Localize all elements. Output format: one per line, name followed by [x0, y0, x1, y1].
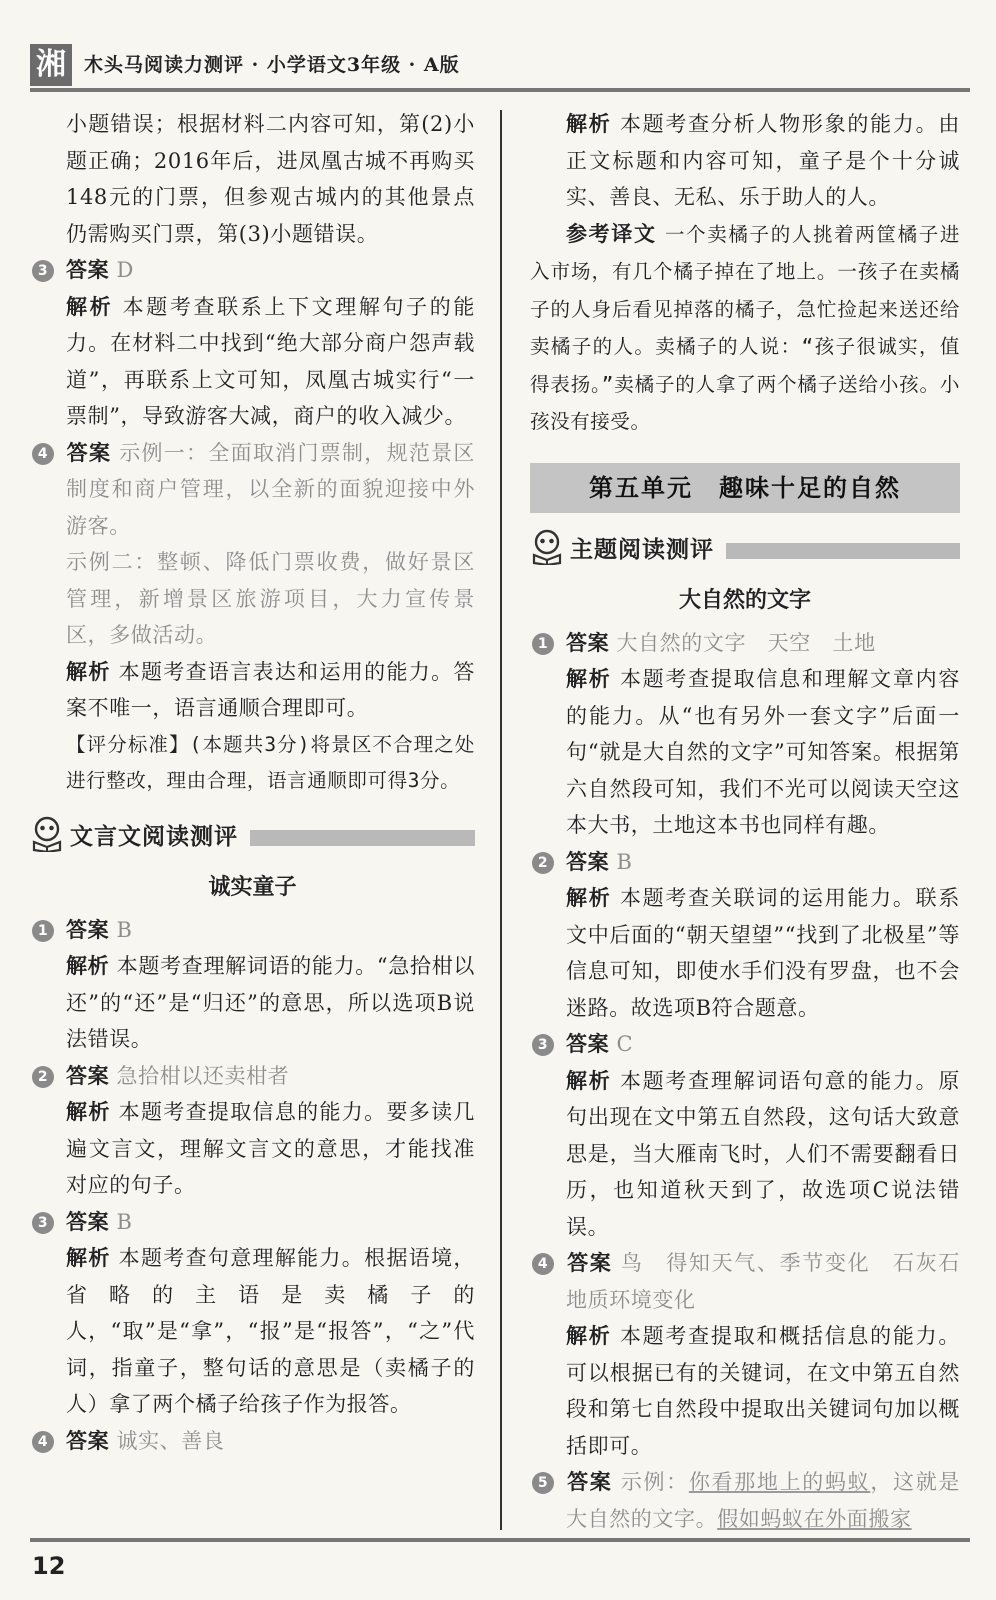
- reading-owl-icon: [30, 816, 64, 852]
- answer-value: B: [116, 917, 133, 942]
- q3-number: 3: [32, 260, 54, 282]
- analysis-text: 本题考查关联词的运用能力。联系文中后面的“朝天望望”“找到了北极星”等信息可知，即使水手们没有罗盘，也不会迷路。故选项B符合题意。: [566, 886, 961, 1020]
- answer-underlined-1: 你看那地上的蚂蚁: [688, 1470, 871, 1494]
- section-bar: [250, 830, 475, 846]
- analysis-text: 本题考查提取信息和理解文章内容的能力。从“也有另外一套文字”后面一句“就是大自然的文字”可知答案。根据第六自然段可知，我们不光可以阅读天空这本大书，土地这本书也同样有趣。: [566, 667, 961, 837]
- r5-answer: [530, 1464, 960, 1537]
- analysis-label: 解析: [566, 667, 612, 691]
- answer-value: 大自然的文字 天空 土地: [616, 630, 876, 655]
- right-q1-answer: [530, 625, 960, 662]
- analysis-label: 解析: [66, 1246, 111, 1270]
- analysis-text: 本题考查语言表达和运用的能力。答案不唯一，语言通顺合理即可。: [66, 659, 475, 720]
- footer-rule: [30, 1538, 970, 1542]
- answer-label: 答案: [66, 258, 110, 282]
- analysis-label: 解析: [66, 294, 114, 319]
- q4-answer: [30, 435, 475, 545]
- section-label: 文言文阅读测评: [70, 823, 238, 850]
- answer-label: 答案: [566, 1032, 610, 1056]
- translation-label: 参考译文: [566, 221, 657, 246]
- q3-answer: [30, 252, 475, 289]
- answer-label: 答案: [566, 1251, 613, 1275]
- question-number: 2: [532, 852, 554, 874]
- answer-prefix: 示例：: [620, 1470, 689, 1494]
- question-number: 4: [532, 1253, 554, 1275]
- right-q1-analysis: [530, 661, 960, 844]
- right-q3-answer: [530, 1026, 960, 1063]
- right-q2-answer: [530, 844, 960, 881]
- section-label: 主题阅读测评: [570, 536, 714, 563]
- answer-value: D: [116, 258, 134, 282]
- analysis-text: 本题考查分析人物形象的能力。由正文标题和内容可知，童子是个十分诚实、善良、无私、乐于助人的人。: [566, 112, 961, 209]
- section-header-theme: [530, 527, 960, 571]
- analysis-label: 解析: [66, 954, 110, 978]
- right-q4-answer: [530, 1245, 982, 1318]
- answer-value: 鸟 得知天气、季节变化 石灰石 地质环境变化: [566, 1251, 982, 1312]
- r5-number: 5: [532, 1472, 554, 1494]
- analysis-label: 解析: [66, 1100, 111, 1124]
- answer-value: 急拾柑以还卖柑者: [116, 1063, 290, 1088]
- answer-label: 答案: [66, 1209, 110, 1234]
- analysis-text: 本题考查理解词语句意的能力。原句出现在文中第五自然段，这句话大致意思是，当大雁南飞时，人们不需要翻看日历，也知道秋天到了，故选项C说法错误。: [566, 1068, 961, 1239]
- right-q4-analysis: [530, 1318, 960, 1464]
- answer-value: C: [616, 1032, 634, 1056]
- answer-underlined-2: 假如蚂蚁在外面搬家: [717, 1506, 912, 1531]
- book-title: 木头马阅读力测评 · 小学语文3年级 · A版: [84, 54, 460, 76]
- column-divider: [500, 110, 502, 1530]
- q3-analysis: [30, 289, 475, 435]
- left-item-list: [30, 912, 475, 1460]
- answer-label: 答案: [566, 849, 610, 874]
- question-number: 1: [532, 633, 554, 655]
- right-q2-analysis: [530, 880, 960, 1026]
- translation-text: 一个卖橘子的人挑着两筐橘子进入市场，有几个橘子掉在了地上。一孩子在卖橘子的人身后看见掉落的橘子，急忙捡起来送还给卖橘子的人。卖橘子的人说：“孩子很诚实，值得表扬。”卖橘子的人拿了两个橘子送给小孩。小孩没有接受。: [530, 222, 960, 433]
- right-q3-analysis: [530, 1063, 960, 1246]
- analysis-text: 本题考查句意理解能力。根据语境，省略的主语是卖橘子的人，“取”是“拿”，“报”是“报答”，“之”代词，指童子，整句话的意思是（卖橘子的人）拿了两个橘子给孩子作为报答。: [66, 1246, 475, 1416]
- reference-translation: [530, 216, 960, 441]
- section-bar: [726, 543, 960, 559]
- left-q1-analysis: [30, 948, 475, 1058]
- continued-analysis: [530, 106, 960, 216]
- analysis-text: 本题考查联系上下文理解句子的能力。在材料二中找到“绝大部分商户怨声载道”，再联系上文可知，凤凰古城实行“一票制”，导致游客大减，商户的收入减少。: [66, 294, 476, 428]
- q4-answer-example-2: 示例二：整顿、降低门票收费，做好景区管理，新增景区旅游项目，大力宣传景区，多做活动。: [66, 550, 475, 647]
- continued-text: 小题错误；根据材料二内容可知，第(2)小题正确；2016年后，进凤凰古城不再购买148元的门票，但参观古城内的其他景点仍需购买门票，第(3)小题错误。: [66, 112, 475, 246]
- answer-value: 示例一：全面取消门票制，规范景区制度和商户管理，以全新的面貌迎接中外游客。: [66, 440, 476, 538]
- q4-analysis: [30, 654, 475, 727]
- question-number: 4: [32, 1431, 54, 1453]
- analysis-text: 本题考查理解词语的能力。“急拾柑以还”的“还”是“归还”的意思，所以选项B说法错误。: [66, 954, 475, 1051]
- scoring-standard: 【评分标准】(本题共3分)将景区不合理之处进行整改，理由合理，语言通顺即可得3分。: [66, 732, 475, 792]
- question-number: 2: [32, 1066, 54, 1088]
- article-title: 大自然的文字: [678, 587, 811, 613]
- left-q4-answer: [30, 1423, 475, 1460]
- analysis-label: 解析: [66, 659, 111, 684]
- analysis-text: 本题考查提取信息的能力。要多读几遍文言文，理解文言文的意思，才能找准对应的句子。: [66, 1100, 475, 1197]
- question-number: 3: [532, 1034, 554, 1056]
- analysis-label: 解析: [566, 1068, 612, 1093]
- answer-mid: ，这就是大自然的文字。: [566, 1470, 960, 1531]
- page-number: 12: [32, 1552, 66, 1580]
- answer-label: 答案: [66, 1428, 110, 1453]
- right-item-list: [530, 625, 982, 1465]
- left-q3-answer: [30, 1204, 475, 1241]
- answer-label: 答案: [566, 630, 610, 655]
- answer-label: 答案: [566, 1470, 613, 1494]
- header-rule: [30, 88, 970, 92]
- q4-number: 4: [32, 443, 54, 465]
- analysis-label: 解析: [566, 886, 612, 910]
- question-number: 1: [32, 920, 54, 942]
- page-header: [30, 44, 970, 86]
- answer-value: B: [616, 849, 633, 874]
- analysis-label: 解析: [566, 1324, 612, 1348]
- left-column: [30, 106, 475, 1459]
- reading-owl-icon: [530, 529, 564, 565]
- answer-label: 答案: [66, 440, 112, 465]
- unit-banner: 第五单元 趣味十足的自然: [530, 463, 960, 513]
- section-header-classical: [30, 814, 475, 858]
- question-number: 3: [32, 1212, 54, 1234]
- left-q1-answer: [30, 912, 475, 949]
- left-q2-answer: [30, 1058, 475, 1095]
- answer-value: B: [116, 1209, 133, 1234]
- answer-value: 诚实、善良: [116, 1428, 225, 1453]
- right-column: [530, 106, 982, 1537]
- answer-label: 答案: [66, 917, 110, 942]
- analysis-label: 解析: [566, 112, 612, 136]
- left-q2-analysis: [30, 1094, 475, 1204]
- article-title: 诚实童子: [208, 874, 297, 900]
- analysis-text: 本题考查提取和概括信息的能力。可以根据已有的关键词，在文中第五自然段和第七自然段中提取出关键词句加以概括即可。: [566, 1324, 961, 1458]
- answer-label: 答案: [66, 1063, 110, 1088]
- left-q3-analysis: [30, 1240, 475, 1423]
- region-badge: 湘: [30, 44, 72, 86]
